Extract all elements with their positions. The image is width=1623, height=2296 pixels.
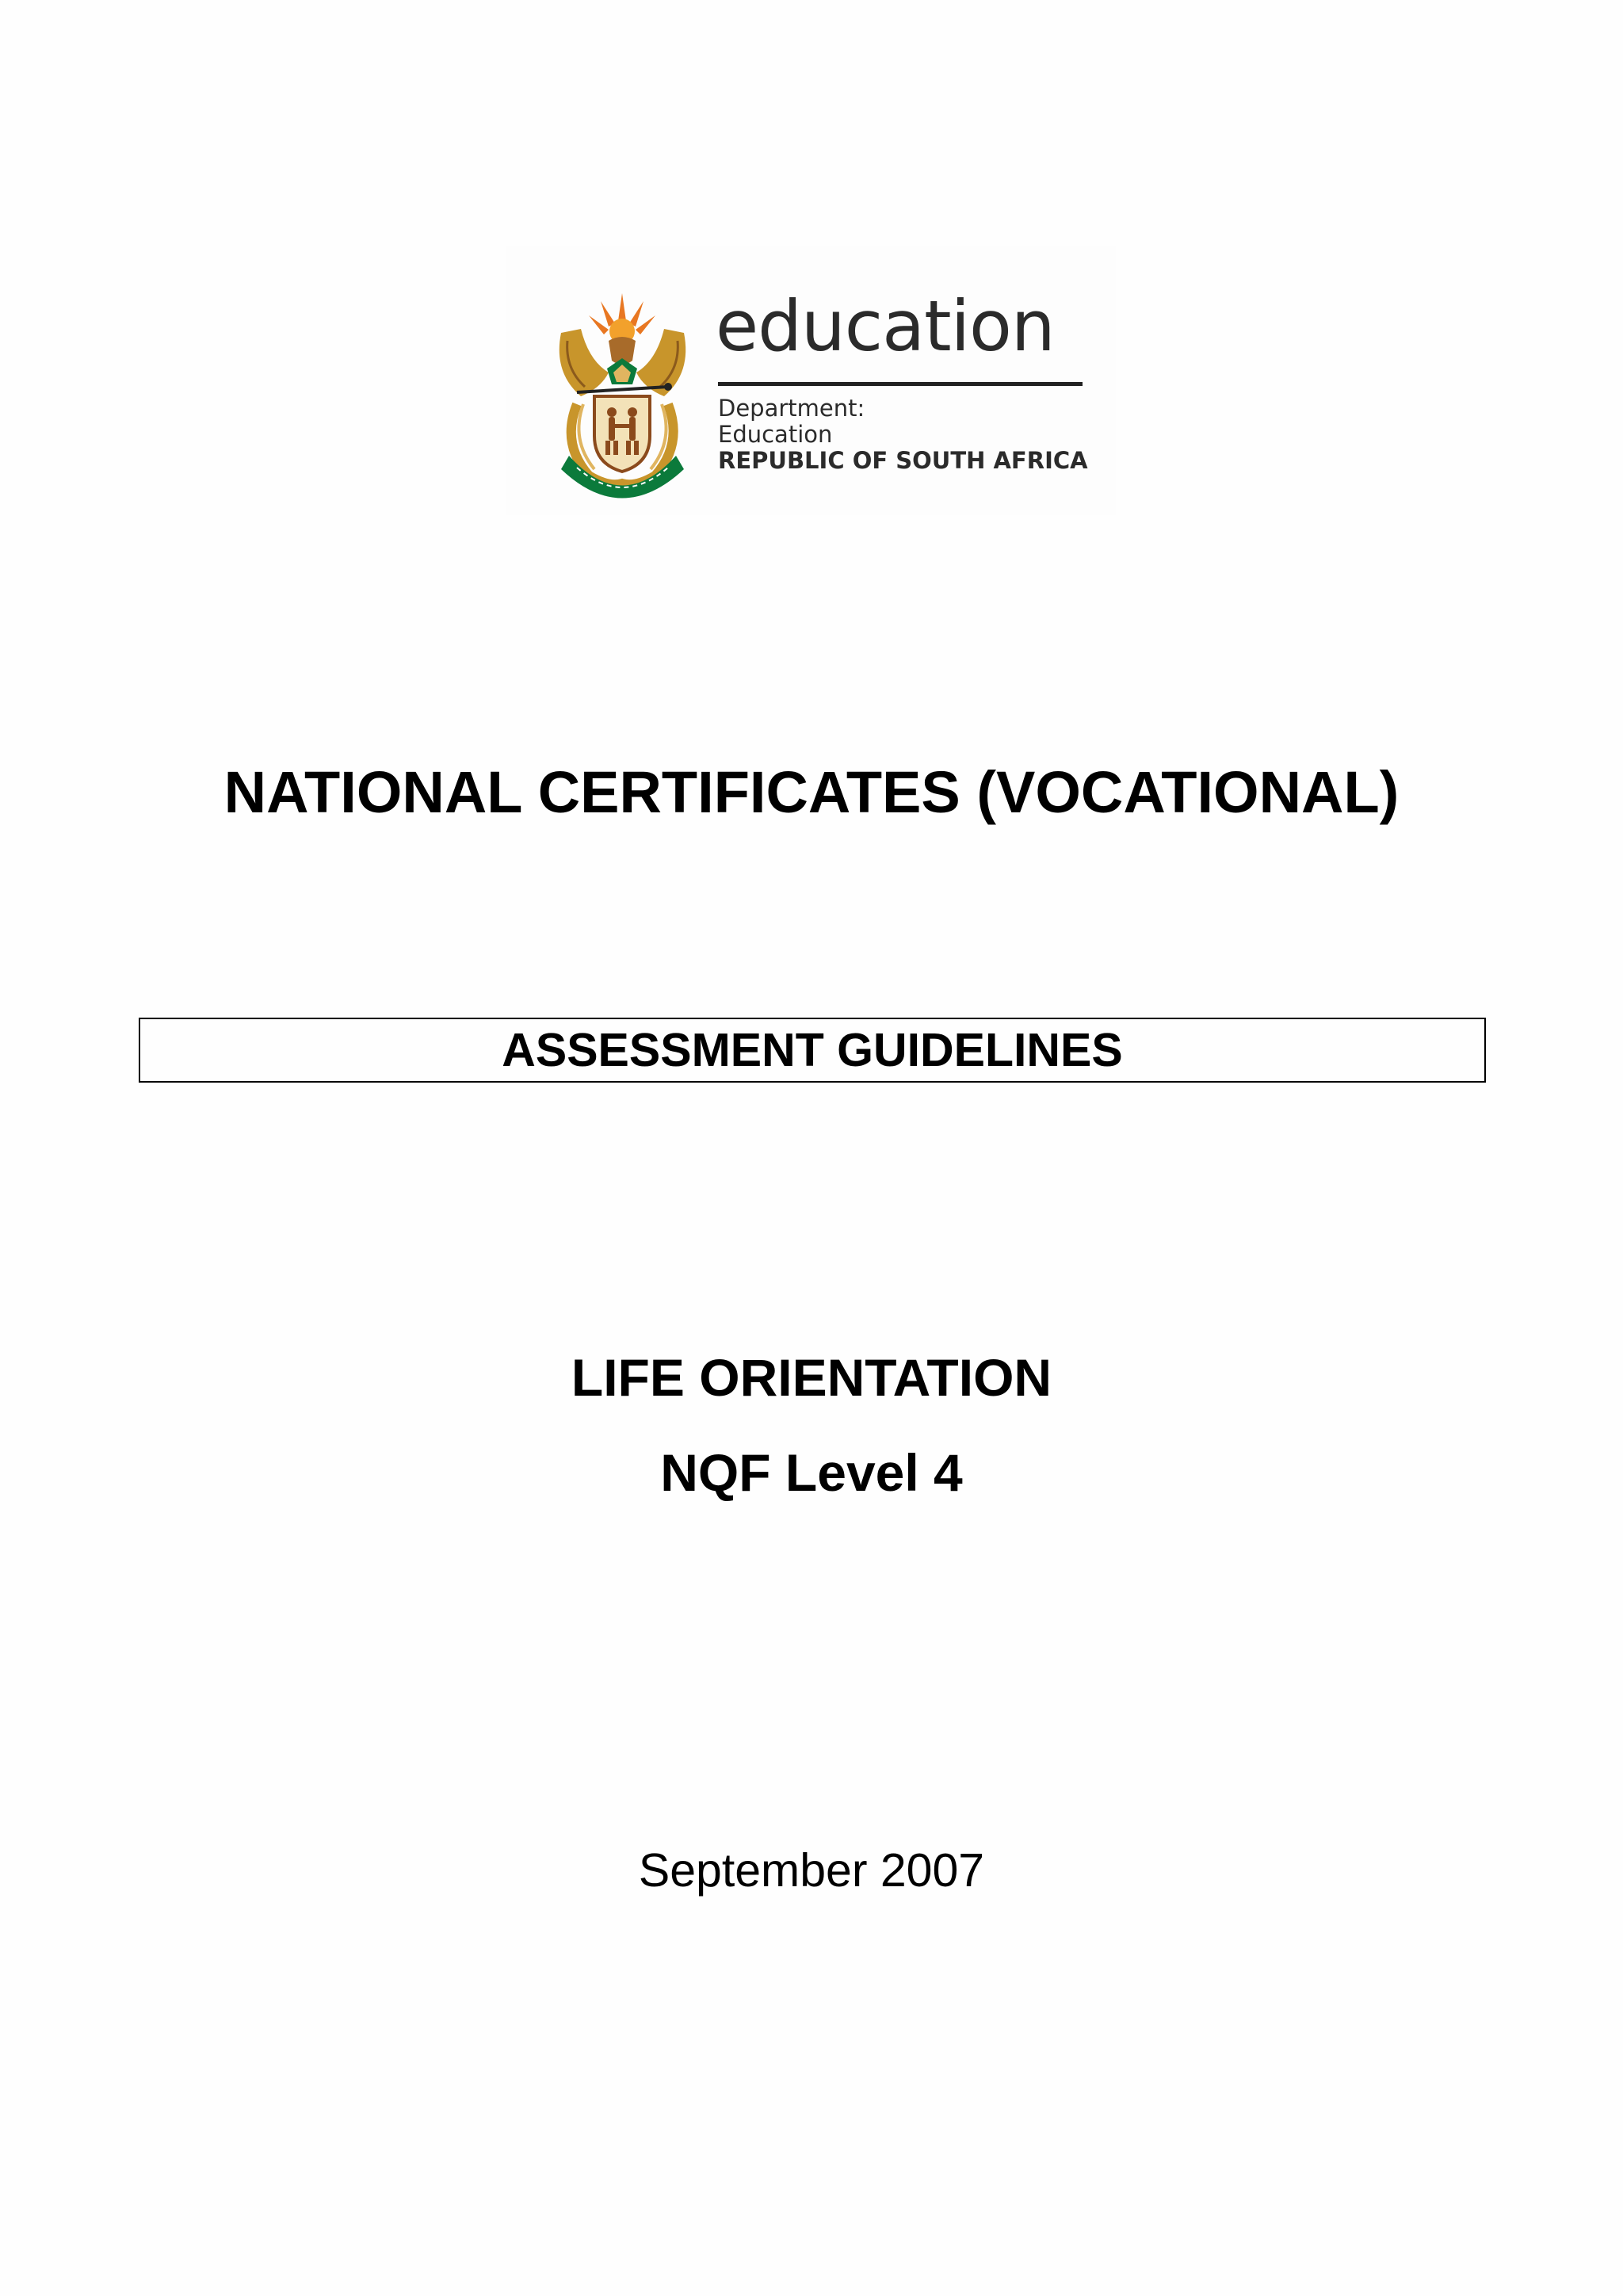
logo-country: REPUBLIC OF SOUTH AFRICA [718,447,1088,474]
logo-divider [718,382,1083,386]
logo-department-label: Department: [718,395,865,422]
subject-title: LIFE ORIENTATION [571,1348,1052,1407]
nqf-level: NQF Level 4 [660,1443,963,1502]
south-africa-coat-of-arms-icon [545,285,700,499]
document-title: NATIONAL CERTIFICATES (VOCATIONAL) [223,759,1400,825]
department-logo [506,246,1116,515]
logo-department-name: Education [718,421,833,448]
logo-text [716,287,1112,474]
logo-wordmark: education [716,285,1055,367]
boxed-heading: ASSESSMENT GUIDELINES [139,1018,1486,1083]
publication-date: September 2007 [638,1844,985,1897]
